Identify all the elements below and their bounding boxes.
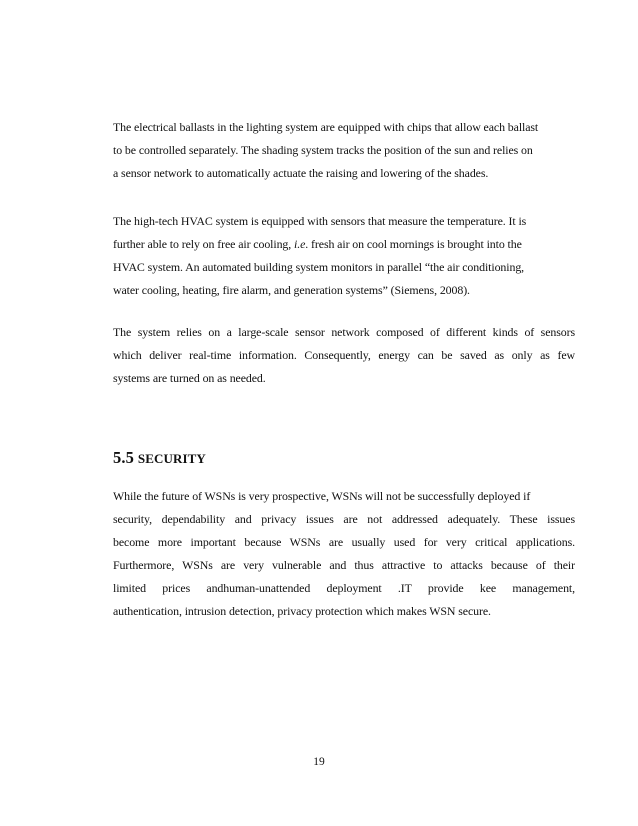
paragraph-line: become more important because WSNs are usually used for very critical applications. <box>113 535 575 549</box>
paragraph-line <box>113 233 575 256</box>
paragraph-line: water cooling, heating, fire alarm, and generation systems” (Siemens, 2008). <box>113 283 470 297</box>
section-title: SECURITY <box>137 451 206 466</box>
paragraph-sensor-network <box>113 321 575 390</box>
paragraph-line: The system relies on a large-scale sensor network composed of different kinds of sensors <box>113 325 575 339</box>
line-text: . fresh air on cool mornings is brought into the <box>305 237 522 251</box>
paragraph-line: security, dependability and privacy issues are not addressed adequately. These issues <box>113 512 575 526</box>
paragraph-line: Furthermore, WSNs are very vulnerable and thus attractive to attacks because of their <box>113 558 575 572</box>
italic-abbreviation: i.e <box>294 237 306 251</box>
paragraph-line: systems are turned on as needed. <box>113 371 266 385</box>
paragraph-line: The electrical ballasts in the lighting system are equipped with chips that allow each ballast <box>113 120 539 134</box>
paragraph-security <box>113 485 575 623</box>
section-heading <box>113 448 206 468</box>
paragraph-line: The high-tech HVAC system is equipped with sensors that measure the temperature. It is <box>113 214 527 228</box>
paragraph-line: While the future of WSNs is very prospective, WSNs will not be successfully deployed if <box>113 489 531 503</box>
paragraph-line: a sensor network to automatically actuate the raising and lowering of the shades. <box>113 166 489 180</box>
page-number: 19 <box>313 756 325 768</box>
line-text: further able to rely on free air cooling, <box>113 237 295 251</box>
paragraph-line: authentication, intrusion detection, privacy protection which makes WSN secure. <box>113 604 491 618</box>
paragraph-line: HVAC system. An automated building system monitors in parallel “the air conditioning, <box>113 260 525 274</box>
paragraph-line: to be controlled separately. The shading system tracks the position of the sun and relies on <box>113 143 533 157</box>
paragraph-line: limited prices andhuman-unattended deployment .IT provide kee management, <box>113 581 575 595</box>
paragraph-line: which deliver real-time information. Consequently, energy can be saved as only as few <box>113 348 575 362</box>
paragraph-hvac <box>113 210 575 302</box>
paragraph-lighting-shading <box>113 116 575 185</box>
section-number: 5.5 <box>113 448 134 467</box>
